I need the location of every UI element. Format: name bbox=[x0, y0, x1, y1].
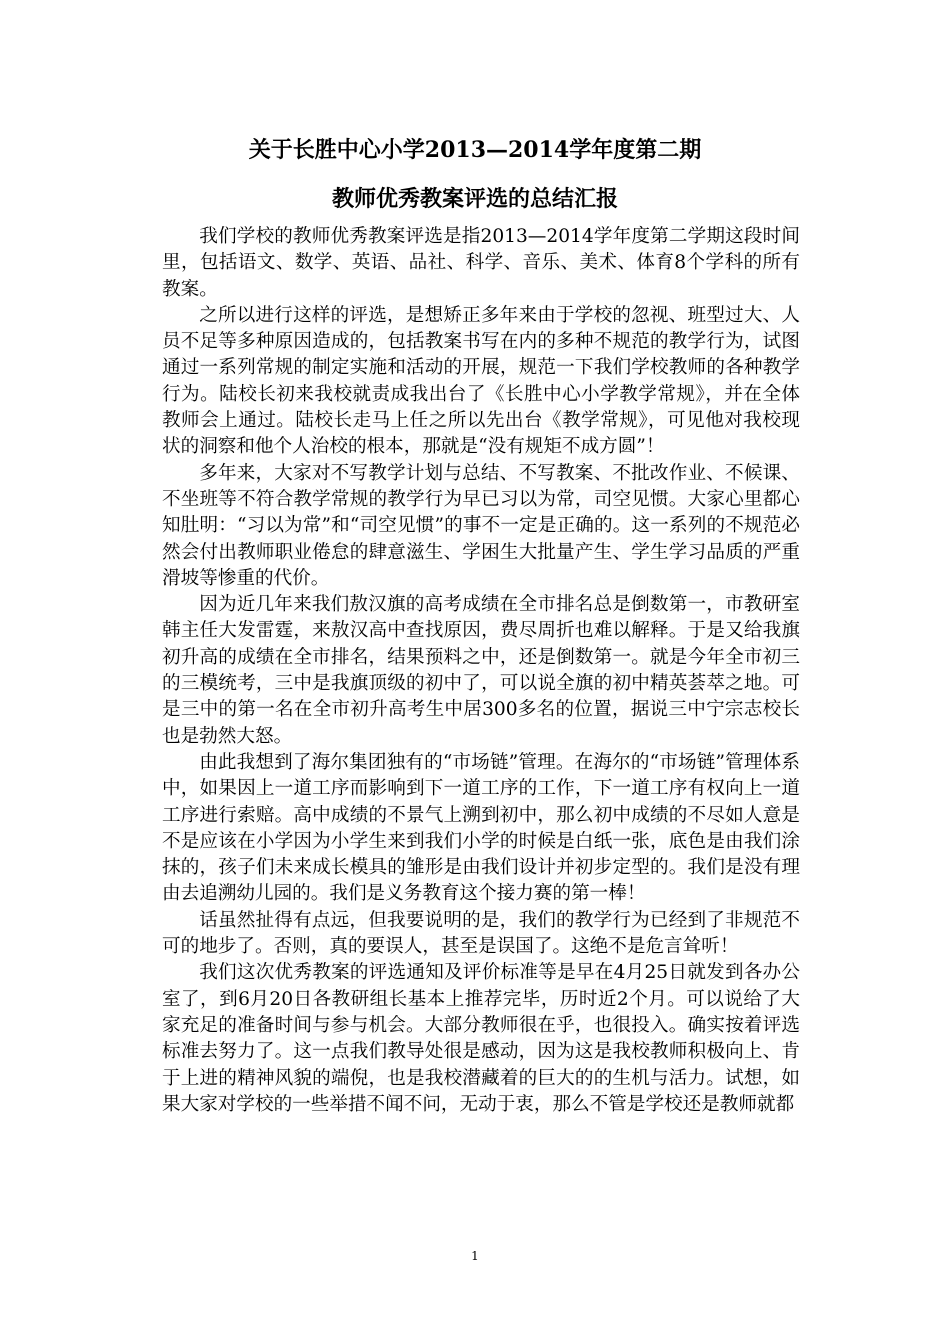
paragraph: 之所以进行这样的评选，是想矫正多年来由于学校的忽视、班型过大、人员不足等多种原因造成的，包括教案书写在内的多种不规范的教学行为，试图通过一系列常规的制定实施和活动的开展，规范一下我们学校教师的各种教学行为。陆校长初来我校就责成我出台了《长胜中心小学教学常规》，并在全体教师会上通过。陆校长走马上任之所以先出台《教学常规》，可见他对我校现状的洞察和他个人治校的根本，那就是“没有规矩不成方圆”！ bbox=[162, 304, 800, 458]
paragraph: 我们这次优秀教案的评选通知及评价标准等是早在4月25日就发到各办公室了，到6月20日各教研组长基本上推荐完毕，历时近2个月。可以说给了大家充足的准备时间与参与机会。大部分教师很在乎，也很投入。确实按着评选标准去努力了。这一点我们教导处很是感动，因为这是我校教师积极向上、肯于上进的精神风貌的端倪，也是我校潜藏着的巨大的的生机与活力。试想，如果大家对学校的一些举措不闻不问，无动于衷，那么不管是学校还是教师就都 bbox=[162, 962, 800, 1115]
paragraph: 因为近几年来我们敖汉旗的高考成绩在全市排名总是倒数第一，市教研室韩主任大发雷霆，来敖汉高中查找原因，费尽周折也难以解释。于是又给我旗初升高的成绩在全市排名，结果预料之中，还是倒数第一。就是今年全市初三的三模统考，三中是我旗顶级的初中了，可以说全旗的初中精英荟萃之地。可是三中的第一名在全市初升高考生中居300多名的位置，据说三中宁宗志校长也是勃然大怒。 bbox=[162, 594, 800, 747]
paragraph: 我们学校的教师优秀教案评选是指2013—2014学年度第二学期这段时间里，包括语文、数学、英语、品社、科学、音乐、美术、体育8个学科的所有教案。 bbox=[162, 226, 800, 300]
document-title-line-1: 关于长胜中心小学2013—2014学年度第二期 bbox=[248, 137, 702, 163]
paragraph: 多年来，大家对不写教学计划与总结、不写教案、不批改作业、不候课、不坐班等不符合教学常规的教学行为早已习以为常，司空见惯。大家心里都心知肚明：“习以为常”和“司空见惯”的事不一定是正确的。这一系列的不规范必然会付出教师职业倦怠的肆意滋生、学困生大批量产生、学生学习品质的严重滑坡等惨重的代价。 bbox=[162, 462, 800, 589]
page-number: 1 bbox=[471, 1249, 479, 1263]
paragraph: 话虽然扯得有点远，但我要说明的是，我们的教学行为已经到了非规范不可的地步了。否则，真的要误人，甚至是误国了。这绝不是危言耸听！ bbox=[162, 909, 800, 958]
paragraph: 由此我想到了海尔集团独有的“市场链”管理。在海尔的“市场链”管理体系中，如果因上一道工序而影响到下一道工序的工作，下一道工序有权向上一道工序进行索赔。高中成绩的不景气上溯到初中，那么初中成绩的不尽如人意是不是应该在小学因为小学生来到我们小学的时候是白纸一张，底色是由我们涂抹的，孩子们未来成长模具的雏形是由我们设计并初步定型的。我们是没有理由去追溯幼儿园的。我们是义务教育这个接力赛的第一棒！ bbox=[162, 751, 800, 905]
document-body bbox=[162, 224, 800, 1118]
document-title-line-2: 教师优秀教案评选的总结汇报 bbox=[331, 186, 618, 212]
